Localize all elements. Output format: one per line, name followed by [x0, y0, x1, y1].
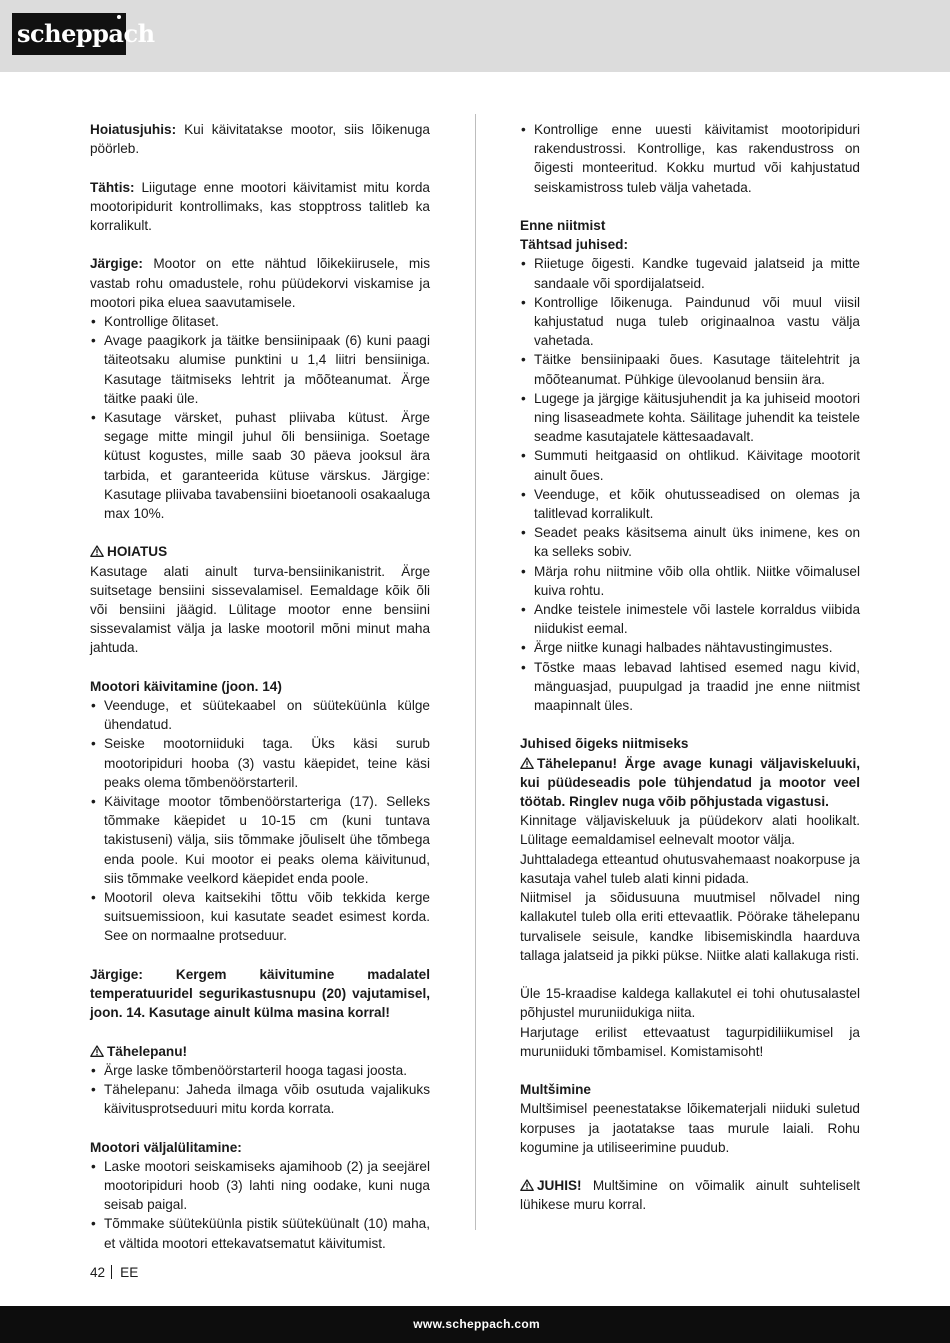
attention-list — [90, 1061, 430, 1119]
warning-heading: HOIATUS — [90, 542, 430, 561]
paragraph-warning-note: Hoiatusjuhis: Kui käivitatakse mootor, siis lõikenuga pöörleb. — [90, 122, 430, 157]
brake-list — [520, 120, 860, 197]
website-link[interactable]: www.scheppach.com — [413, 1317, 540, 1331]
mowing-text: Juhttaladega etteantud ohutusvahemaast noakorpuse ja kasutaja vahel tuleb alati kinni pidada. — [520, 851, 860, 886]
list-item: • Laske mootori seiskamiseks ajamihoob (2) ja seejärel mootoripiduri hoob (3) lahti ning oodake, kuni nuga seisab paigal. — [90, 1157, 430, 1215]
list-item: • Summuti heitgaasid on ohtlikud. Käivitage mootorit ainult õues. — [520, 446, 860, 484]
list-item: • Täitke bensiinipaaki õues. Kasutage täitelehtrit ja mõõteanumat. Pühkige ülevoolanud bensiin ära. — [520, 350, 860, 388]
header-bar — [0, 0, 950, 72]
list-item: • Kontrollige lõikenuga. Paindunud või muul viisil kahjustatud nuga tuleb originaalnoa vastu välja vahetada. — [520, 293, 860, 351]
list-item: • Märja rohu niitmine võib olla ohtlik. Niitke võimalusel kuiva rohtu. — [520, 562, 860, 600]
mowing-text: Kinnitage väljaviskeluuk ja püüdekorv alati hoolikalt. Lülitage eemaldamisel eelnevalt mootor välja. — [520, 813, 860, 848]
mulching-note: JUHIS! Multšimine on võimalik ainult suhteliselt lühikese muru korral. — [520, 1178, 860, 1213]
list-item: • Seadet peaks käsitsema ainult üks inimene, kes on ka selleks sobiv. — [520, 523, 860, 561]
slope-text: Üle 15-kraadise kaldega kallakutel ei tohi ohutusalastel põhjustel muruniidukiga niita. — [520, 986, 860, 1021]
warning-icon — [520, 1179, 534, 1191]
important-list — [520, 254, 860, 715]
paragraph-follow: Järgige: Mootor on ette nähtud lõikekiirusele, mis vastab rohu omadustele, rohu püüdekorvi viskamise ja mootori pika eluea saavutamisele. — [90, 256, 430, 310]
section-title-mowing: Juhised õigeks niitmiseks — [520, 736, 689, 752]
list-item: • Avage paagikork ja täitke bensiinipaak (6) kuni paagi täiteotsaku alumise punktini u 1,4 liitri bensiiniga. Kasutage täitmiseks lehtrit ja mõõteanumat. Ärge täitke paaki üle. — [90, 331, 430, 408]
list-item: • Seiske mootorniiduki taga. Üks käsi surub mootoripiduri hooba (3) vastu käepidet, teine käsi peaks olema tõmbenöörstarteril. — [90, 734, 430, 792]
column-divider — [475, 114, 476, 1230]
section-title-start: Mootori käivitamine (joon. 14) — [90, 678, 282, 694]
list-item: • Lugege ja järgige käitusjuhendit ja ka juhiseid mootori ning lisaseadmete kohta. Säilitage juhendit ka teistele seadme kasutajatele kättesaadavalt. — [520, 389, 860, 447]
cold-start-note: Järgige: Kergem käivitumine madalatel temperatuuridel segurikastusnupu (20) vajutamisel, joon. 14. Kasutage ainult külma masina korral! — [90, 966, 430, 1021]
list-item: • Mootoril oleva kaitsekihi tõttu võib tekkida kerge suitsuemissioon, kui kasutate seadet esimest korda. See on normaalne protseduur. — [90, 888, 430, 946]
fuel-list — [90, 312, 430, 523]
logo-dot — [117, 15, 121, 19]
page-number: 42 EE — [90, 1265, 139, 1280]
mulching-text: Multšimisel peenestatakse lõikematerjali niiduki suletud korpuses ja jaotatakse taas murule laiali. Rohu kogumine ja utiliseerimine puudub. — [520, 1101, 860, 1155]
start-list — [90, 696, 430, 946]
list-item: • Kontrollige õlitaset. — [90, 312, 430, 331]
footer-bar — [0, 1306, 950, 1343]
warning-text: Kasutage alati ainult turva-bensiinikanistrit. Ärge suitsetage bensiini sissevalamisel. Eemaldage kõik õli või bensiini jäägid. Lülitage mootor enne bensiini sissevalamist välja ja laske mootoril mõni minut maha jahtuda. — [90, 563, 430, 656]
language-code: EE — [120, 1265, 139, 1280]
warning-icon — [520, 757, 534, 769]
section-subtitle-important: Tähtsad juhised: — [520, 237, 629, 253]
list-item: • Tähelepanu: Jaheda ilmaga võib osutuda vajalikuks käivitusprotseduuri mitu korda korrata. — [90, 1080, 430, 1118]
list-item: • Ärge niitke kunagi halbades nähtavustingimustes. — [520, 638, 860, 657]
list-item: • Ärge laske tõmbenöörstarteril hooga tagasi joosta. — [90, 1061, 430, 1080]
right-column — [520, 120, 860, 1215]
section-title-before: Enne niitmist — [520, 218, 606, 233]
slope-text: Harjutage erilist ettevaatust tagurpidiliikumisel ja muruniiduki tõmbamisel. Komistamisoht! — [520, 1024, 860, 1059]
mowing-warning: Tähelepanu! Ärge avage kunagi väljaviskeluuki, kui püüdeseadis pole tühjendatud ja mootor veel töötab. Ringlev nuga võib põhjustada vigastusi. — [520, 755, 860, 810]
stop-list — [90, 1157, 430, 1253]
list-item: • Veenduge, et süütekaabel on süüteküünla külge ühendatud. — [90, 696, 430, 734]
warning-icon — [90, 1045, 104, 1057]
brand-logo: scheppach — [12, 13, 126, 55]
list-item: • Riietuge õigesti. Kandke tugevaid jalatseid ja mitte sandaale või spordijalatseid. — [520, 254, 860, 292]
list-item: • Tõstke maas lebavad lahtised esemed nagu kivid, mänguasjad, puupulgad ja traadid jne enne niitmist maapinnalt üles. — [520, 658, 860, 716]
list-item: • Kontrollige enne uuesti käivitamist mootoripiduri rakendustrossi. Kontrollige, kas rakendustross on õigesti monteeritud. Kokku murtud või kahjustatud seiskamistross tuleb välja vahetada. — [520, 120, 860, 197]
left-column — [90, 120, 430, 1253]
warning-icon — [90, 545, 104, 557]
list-item: • Kasutage värsket, puhast pliivaba kütust. Ärge segage mitte mingil juhul õli bensiiniga. Soetage kütust kogustes, mille saab 30 päeva jooksul ära tarbida, et garanteerida kütuse värskus. Järgige: Kasutage pliivaba tavabensiini bioetanooli osakaaluga max 10%. — [90, 408, 430, 523]
list-item: • Käivitage mootor tõmbenöörstarteriga (17). Selleks tõmmake käepidet u 10-15 cm (kuni tuntava takistuseni) välja, siis tõmmake jõuliselt ühe tõmbega enda poole. Kui mootor ei peaks olema käivitunud, siis tõmmake veelkord käepidet enda poole. — [90, 792, 430, 888]
list-item: • Veenduge, et kõik ohutusseadised on olemas ja talitlevad korralikult. — [520, 485, 860, 523]
list-item: • Tõmmake süüteküünla pistik süüteküünalt (10) maha, et vältida mootori ettekavatsematut käivitumist. — [90, 1214, 430, 1252]
section-title-stop: Mootori väljalülitamine: — [90, 1139, 242, 1155]
attention-heading: Tähelepanu! — [90, 1042, 430, 1061]
section-title-mulching: Multšimine — [520, 1082, 591, 1098]
list-item: • Andke teistele inimestele või lastele korraldus viibida niidukist eemal. — [520, 600, 860, 638]
paragraph-important: Tähtis: Liigutage enne mootori käivitamist mitu korda mootoripidurit kontrollimaks, kas stopptross talitleb ka korralikult. — [90, 179, 430, 233]
mowing-text: Niitmisel ja sõidusuuna muutmisel nõlvadel ning kallakutel tuleb olla eriti ettevaatlik. Pöörake tähelepanu turvalisele seisule, kandke libisemiskindla haarduva tallaga jalatseid ja pikki pükse. Niitke alati kallakuga risti. — [520, 890, 860, 963]
